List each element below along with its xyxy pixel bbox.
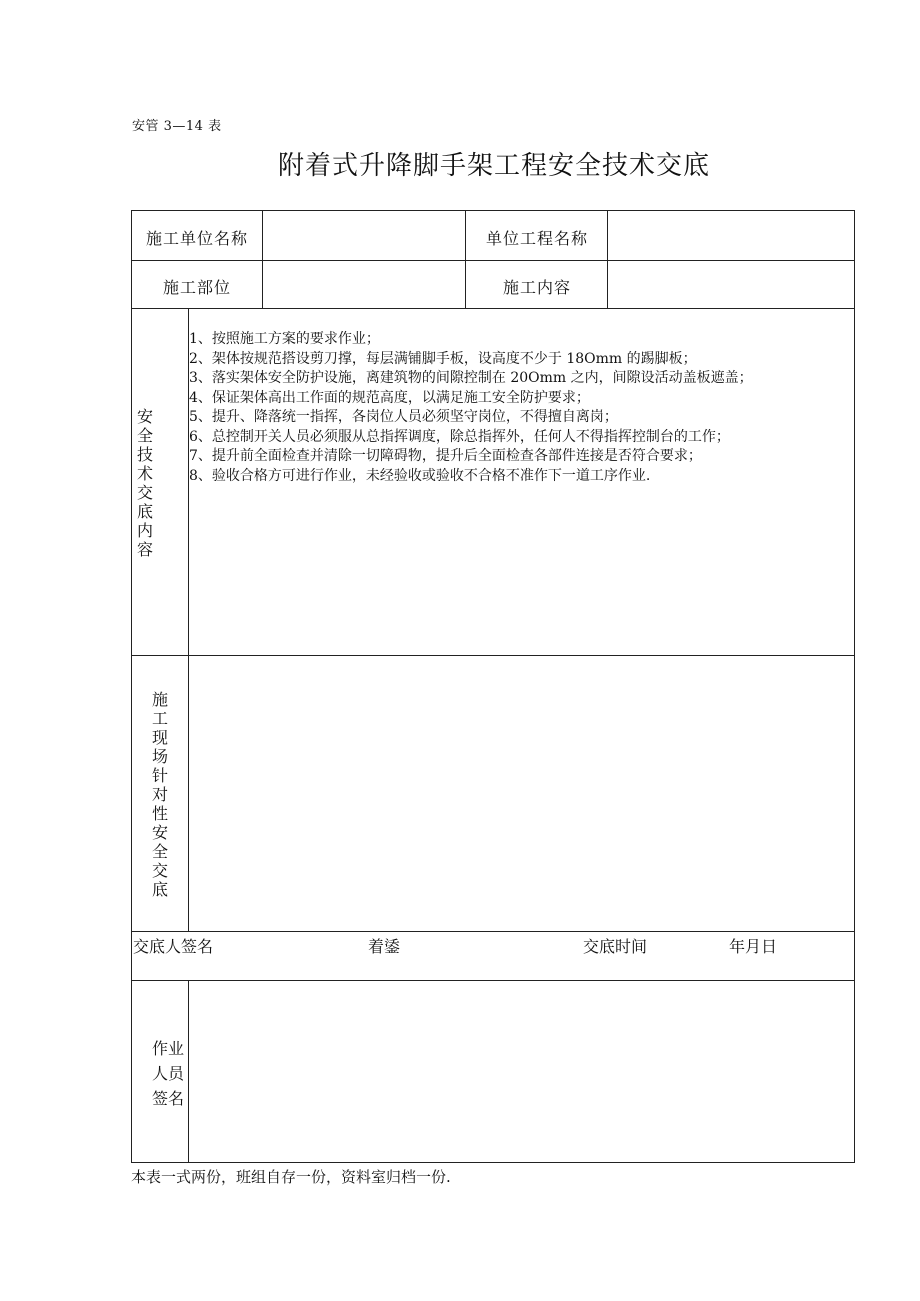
label-char: 安 bbox=[136, 407, 153, 426]
unit-name-label: 施工单位名称 bbox=[146, 229, 249, 248]
row-divider bbox=[131, 931, 855, 932]
document-title: 附着式升降脚手架工程安全技术交底 bbox=[277, 151, 710, 181]
list-item: 1、按照施工方案的要求作业； bbox=[189, 331, 380, 347]
label-line: 签名 bbox=[151, 1089, 184, 1108]
label-char: 全 bbox=[151, 842, 168, 861]
column-divider bbox=[262, 210, 263, 308]
content-label: 施工内容 bbox=[503, 278, 572, 297]
label-char: 对 bbox=[151, 785, 168, 804]
label-char: 交 bbox=[136, 483, 153, 502]
row-divider bbox=[131, 308, 855, 309]
column-divider bbox=[607, 210, 608, 308]
location-value[interactable] bbox=[270, 275, 458, 299]
worker-signature-area[interactable] bbox=[194, 986, 848, 1156]
label-char: 容 bbox=[136, 540, 153, 559]
content-value[interactable] bbox=[615, 275, 847, 299]
label-char: 全 bbox=[136, 426, 153, 445]
list-item: 4、保证架体高出工作面的规范高度，以满足施工安全防护要求； bbox=[189, 389, 590, 406]
list-item: 3、落实架体安全防护设施，离建筑物的间隙控制在 20Omm 之内，间隙设活动盖板遮盖； bbox=[189, 370, 753, 386]
label-char: 底 bbox=[151, 880, 168, 899]
label-char: 交 bbox=[151, 861, 168, 880]
label-char: 安 bbox=[151, 823, 168, 842]
safety-content-label bbox=[135, 407, 155, 559]
row-divider bbox=[131, 260, 855, 261]
row-divider bbox=[131, 655, 855, 656]
label-line: 人员 bbox=[151, 1064, 184, 1083]
site-specific-label bbox=[150, 690, 170, 899]
footer-note: 本表一式两份，班组自存一份，资料室归档一份. bbox=[131, 1168, 451, 1186]
list-item: 6、总控制开关人员必须服从总指挥调度，除总指挥外，任何人不得指挥控制台的工作； bbox=[189, 428, 730, 445]
list-item: 8、验收合格方可进行作业，未经验收或验收不合格不准作下一道工序作业. bbox=[189, 467, 651, 484]
label-char: 性 bbox=[151, 804, 168, 823]
label-char: 内 bbox=[136, 521, 153, 540]
discloser-signature-label: 交底人签名 bbox=[133, 937, 214, 956]
label-char: 术 bbox=[136, 464, 153, 483]
location-label: 施工部位 bbox=[163, 278, 232, 297]
label-line: 作业 bbox=[151, 1039, 184, 1058]
label-char: 工 bbox=[151, 709, 168, 728]
disclosure-time-label: 交底时间 bbox=[583, 937, 648, 956]
worker-signature-label bbox=[148, 1036, 188, 1111]
site-specific-content[interactable] bbox=[194, 662, 848, 924]
project-name-label: 单位工程名称 bbox=[486, 229, 589, 248]
label-char: 施 bbox=[151, 690, 168, 709]
date-label: 年月日 bbox=[729, 937, 778, 956]
form-code: 安管 3—14 表 bbox=[132, 119, 222, 134]
unit-name-value[interactable] bbox=[270, 226, 458, 250]
label-char: 场 bbox=[151, 747, 168, 766]
label-char: 技 bbox=[136, 445, 153, 464]
receiver-label: 着鋈 bbox=[368, 937, 401, 956]
label-char: 针 bbox=[151, 766, 168, 785]
safety-items-list bbox=[189, 330, 753, 486]
label-char: 现 bbox=[151, 728, 168, 747]
label-char: 底 bbox=[136, 502, 153, 521]
row-divider bbox=[131, 980, 855, 981]
list-item: 7、提升前全面检查并清除一切障碍物，提升后全面检查各部件连接是否符合要求； bbox=[189, 448, 702, 464]
list-item: 2、架体按规范搭设剪刀撑，每层满铺脚手板，设高度不少于 18Omm 的踢脚板； bbox=[189, 350, 697, 367]
list-item: 5、提升、降落统一指挥，各岗位人员必须坚守岗位，不得擅自离岗； bbox=[189, 409, 618, 425]
project-name-value[interactable] bbox=[615, 226, 847, 250]
column-divider bbox=[188, 980, 189, 1163]
column-divider bbox=[465, 210, 466, 308]
